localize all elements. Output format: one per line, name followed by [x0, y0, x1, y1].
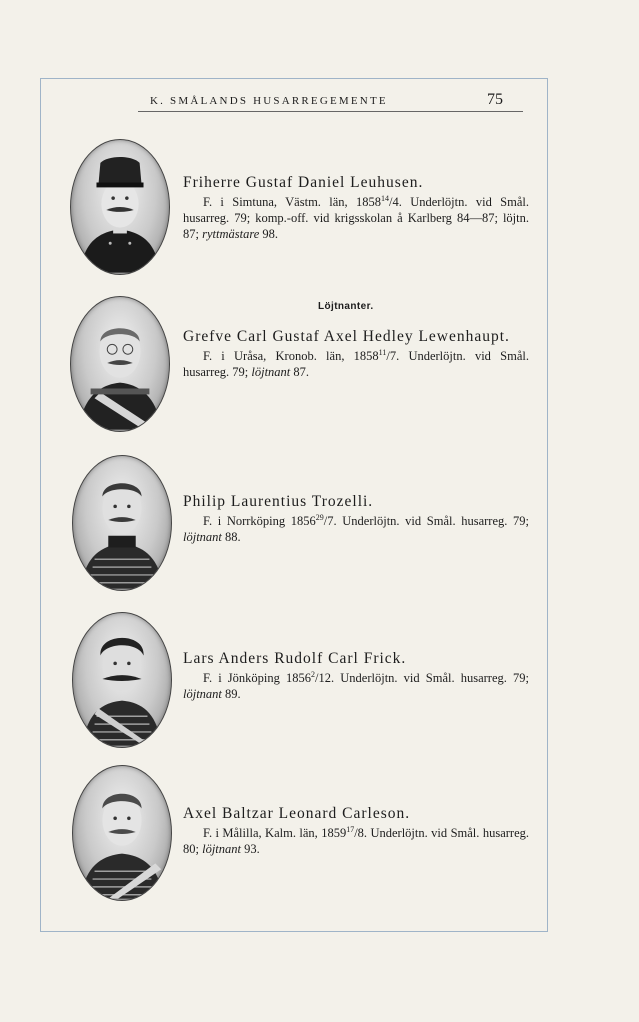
portrait-carleson [72, 765, 172, 901]
entry-name: Friherre Gustaf Daniel Leuhusen. [183, 174, 424, 191]
entry-text: F. i Uråsa, Kronob. län, 1858$^{11}$/7. Underlöjtn. vid Smål. husarreg. 79; löjtnant 87. [183, 347, 529, 379]
entry-name: Lars Anders Rudolf Carl Frick. [183, 650, 407, 667]
entry-text: F. i Målilla, Kalm. län, 1859$^{17}$/8. Underlöjtn. vid Smål. husarreg. 80; löjtnant 93. [183, 824, 529, 856]
entry-carleson [183, 804, 529, 857]
section-heading: Löjtnanter. [318, 301, 374, 312]
portrait-lewenhaupt-image [71, 297, 169, 431]
header-rule [138, 111, 523, 112]
entry-text: F. i Jönköping 1856$^2$/12. Underlöjtn. vid Smål. husarreg. 79; löjtnant 89. [183, 669, 529, 701]
portrait-frick-image [73, 613, 171, 747]
entry-trozelli [183, 492, 529, 545]
running-head: K. SMÅLANDS HUSARREGEMENTE [150, 95, 388, 107]
entry-name: Philip Laurentius Trozelli. [183, 493, 374, 510]
entry-name: Axel Baltzar Leonard Carleson. [183, 805, 411, 822]
page-number: 75 [487, 91, 503, 108]
portrait-trozelli-image [73, 456, 171, 590]
entry-text: F. i Simtuna, Västm. län, 1858$^{14}$/4. Underlöjtn. vid Smål. husarreg. 79; komp.-off. vid krigsskolan å Karlberg 84—87; löjtn. 87; ryttmästare 98. [183, 193, 529, 241]
portrait-carleson-image [73, 766, 171, 900]
portrait-trozelli [72, 455, 172, 591]
portrait-lewenhaupt [70, 296, 170, 432]
entry-leuhusen [183, 173, 529, 242]
entry-name: Grefve Carl Gustaf Axel Hedley Lewenhaupt. [183, 328, 510, 345]
entry-text: F. i Norrköping 1856$^{29}$/7. Underlöjtn. vid Smål. husarreg. 79; löjtnant 88. [183, 512, 530, 544]
portrait-leuhusen-image [71, 140, 169, 274]
portrait-leuhusen [70, 139, 170, 275]
entry-lewenhaupt [183, 327, 529, 380]
portrait-frick [72, 612, 172, 748]
entry-frick [183, 649, 529, 702]
